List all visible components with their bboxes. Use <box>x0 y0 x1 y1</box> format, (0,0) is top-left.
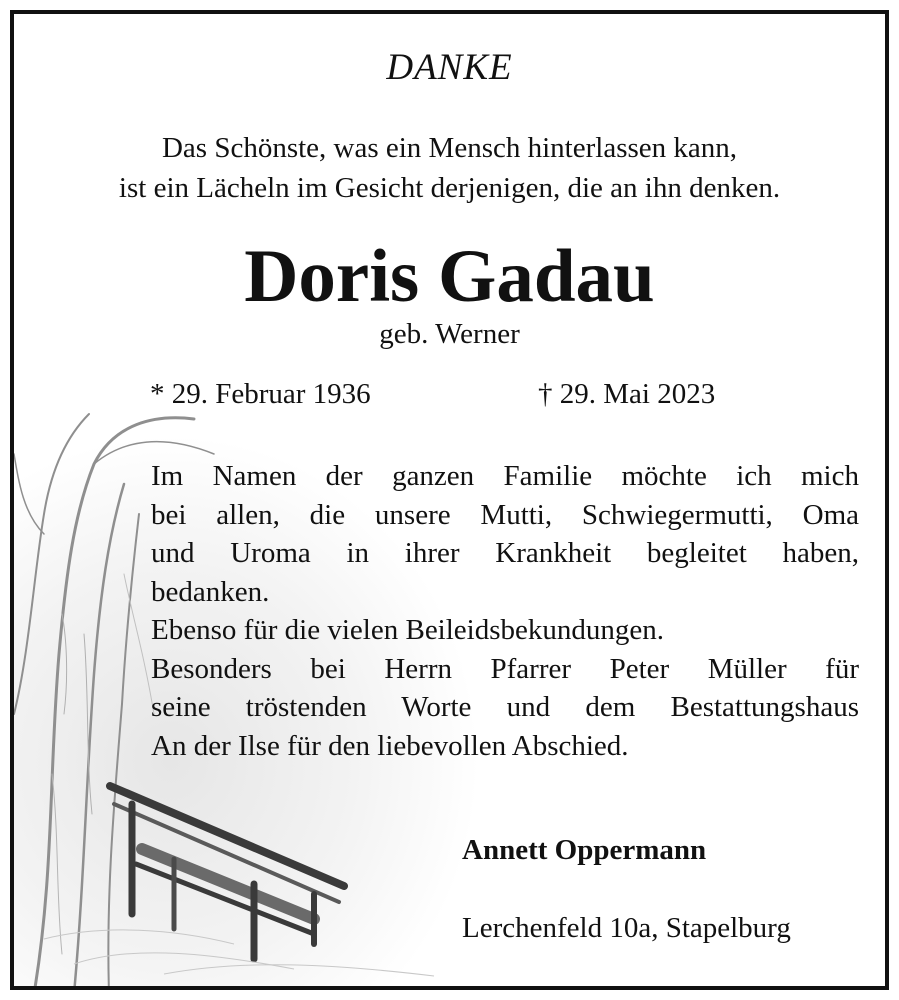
message-line: seine tröstenden Worte und dem Bestattungshaus <box>151 691 859 723</box>
message-line: Besonders bei Herrn Pfarrer Peter Müller für <box>151 652 859 685</box>
message-line: und Uroma in ihrer Krankheit begleitet haben, <box>151 537 859 569</box>
message-line: bei allen, die unsere Mutti, Schwiegermutti, Oma <box>151 498 859 531</box>
heading-danke: DANKE <box>386 47 513 88</box>
obituary-frame <box>10 10 889 990</box>
message-line: Ebenso für die vielen Beileidsbekundungen. <box>151 614 665 646</box>
quote-line-1: Das Schönste, was ein Mensch hinterlassen kann, <box>161 132 738 164</box>
signer-address: Lerchenfeld 10a, Stapelburg <box>462 912 791 944</box>
signer-name: Annett Oppermann <box>462 834 707 866</box>
death-date: † 29. Mai 2023 <box>538 378 716 410</box>
maiden-name: geb. Werner <box>379 318 520 350</box>
birth-date: * 29. Februar 1936 <box>150 378 371 410</box>
quote-line-2: ist ein Lächeln im Gesicht derjenigen, die an ihn denken. <box>118 172 781 204</box>
message-line: bedanken. <box>151 575 270 608</box>
deceased-name: Doris Gadau <box>244 235 655 318</box>
message-line: An der Ilse für den liebevollen Abschied. <box>151 729 629 762</box>
message-line: Im Namen der ganzen Familie möchte ich mich <box>151 460 859 492</box>
thank-you-message <box>151 457 859 765</box>
